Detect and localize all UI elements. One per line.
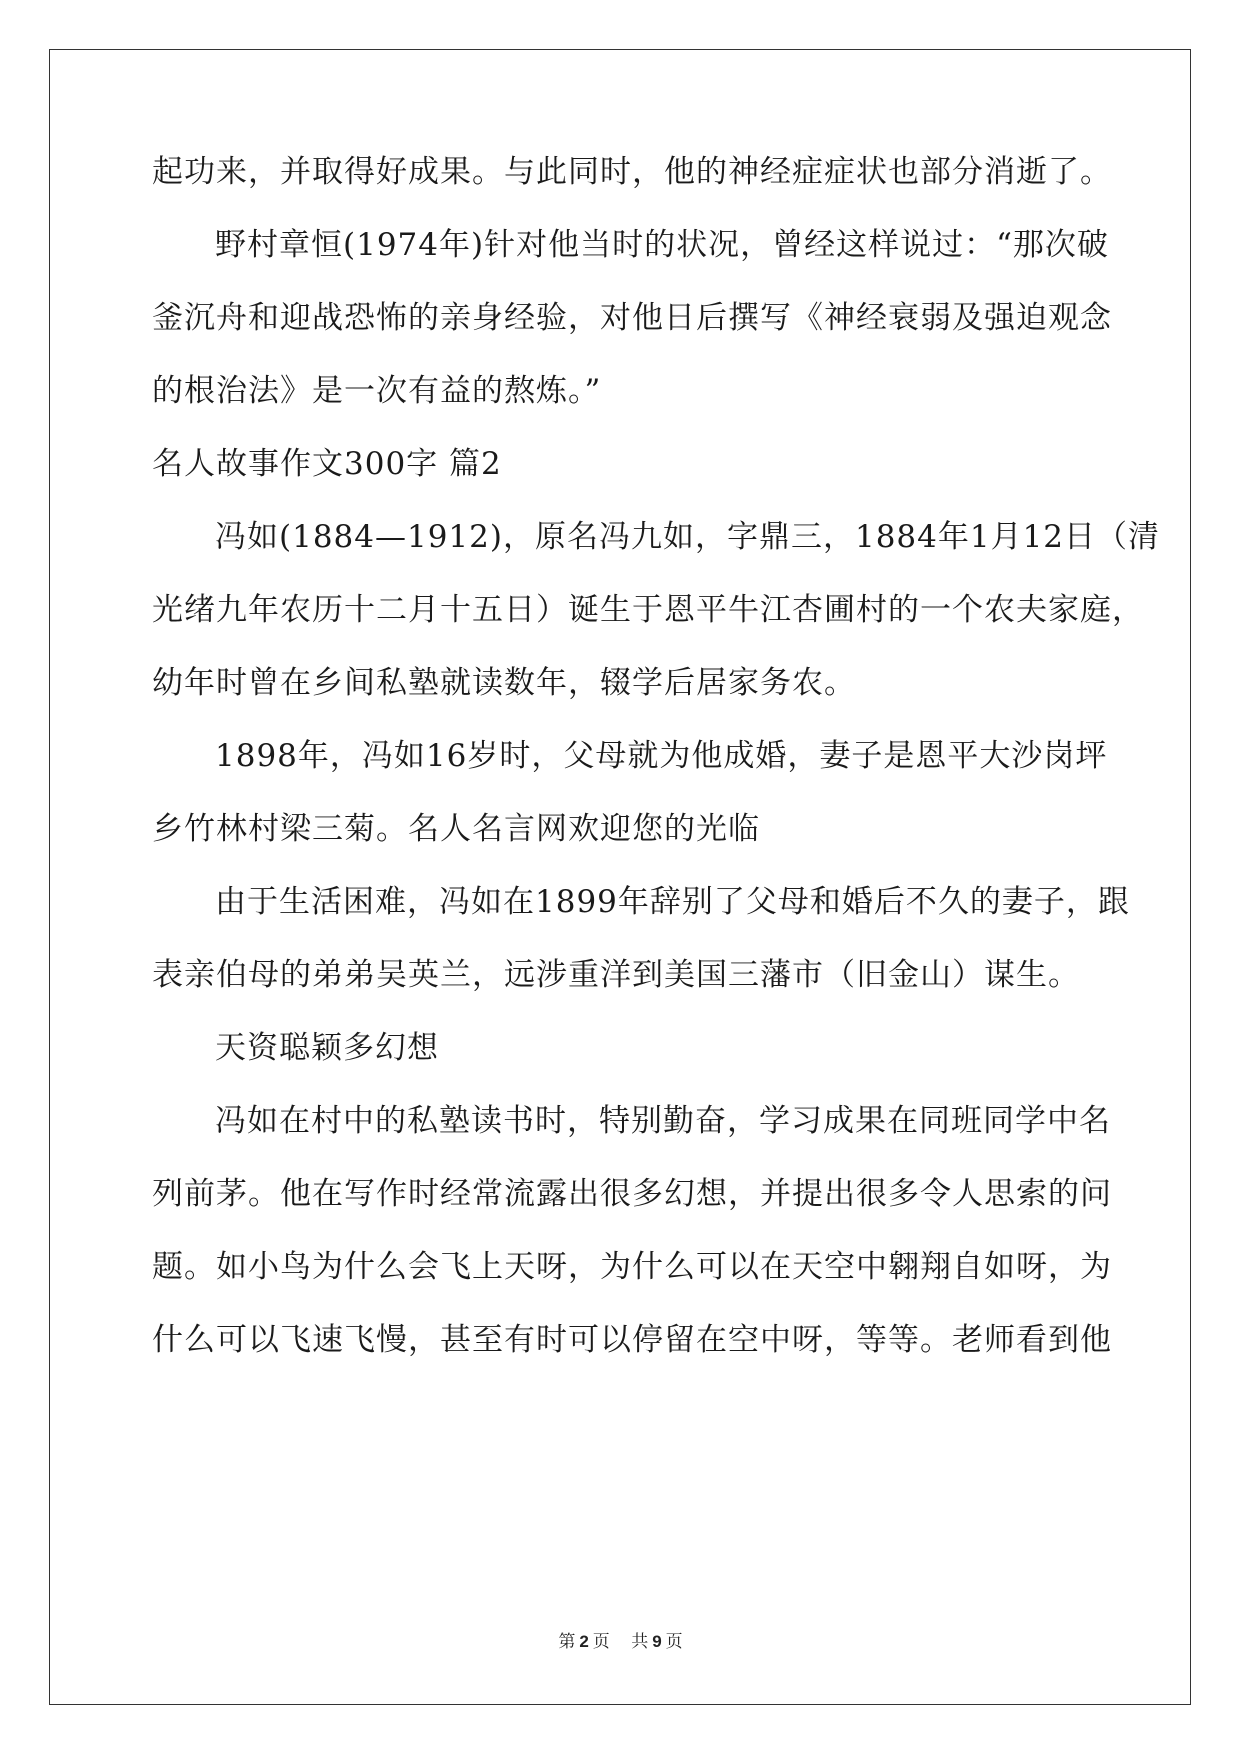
page-indicator xyxy=(554,1632,613,1652)
subheading: 天资聪颖多幻想 xyxy=(215,1030,439,1066)
text-line: 光绪九年农历十二月十五日）诞生于恩平牛江杏圃村的一个农夫家庭， xyxy=(152,592,1144,628)
text-line: 乡竹林村梁三菊。名人名言网欢迎您的光临 xyxy=(152,811,760,847)
text-line: 列前茅。他在写作时经常流露出很多幻想，并提出很多令人思索的问 xyxy=(152,1176,1112,1212)
total-suffix: 页 xyxy=(665,1632,683,1652)
total-number: 9 xyxy=(652,1632,662,1651)
text-line: 釜沉舟和迎战恐怖的亲身经验，对他日后撰写《神经衰弱及强迫观念 xyxy=(152,300,1112,336)
page-footer xyxy=(0,1627,1241,1652)
text-line: 起功来，并取得好成果。与此同时，他的神经症症状也部分消逝了。 xyxy=(152,154,1112,190)
text-line: 冯如在村中的私塾读书时，特别勤奋，学习成果在同班同学中名 xyxy=(215,1103,1111,1139)
page-number: 2 xyxy=(579,1632,589,1651)
text-line: 表亲伯母的弟弟吴英兰，远涉重洋到美国三藩市（旧金山）谋生。 xyxy=(152,957,1080,993)
text-line: 1898年，冯如16岁时，父母就为他成婚，妻子是恩平大沙岗坪 xyxy=(215,738,1108,774)
text-line: 什么可以飞速飞慢，甚至有时可以停留在空中呀，等等。老师看到他 xyxy=(152,1322,1112,1358)
page-prefix: 第 xyxy=(558,1632,576,1652)
total-prefix: 共 xyxy=(631,1632,649,1652)
total-indicator xyxy=(627,1632,686,1652)
text-line: 的根治法》是一次有益的熬炼。” xyxy=(152,373,602,409)
text-line: 幼年时曾在乡间私塾就读数年，辍学后居家务农。 xyxy=(152,665,856,701)
page-suffix: 页 xyxy=(592,1632,610,1652)
text-line: 由于生活困难，冯如在1899年辞别了父母和婚后不久的妻子，跟 xyxy=(215,884,1130,920)
text-line: 题。如小鸟为什么会飞上天呀，为什么可以在天空中翱翔自如呀，为 xyxy=(152,1249,1112,1285)
section-heading: 名人故事作文300字 篇2 xyxy=(152,446,502,482)
text-line: 冯如(1884—1912)，原名冯九如，字鼎三，1884年1月12日（清 xyxy=(215,519,1161,555)
text-line: 野村章恒(1974年)针对他当时的状况，曾经这样说过：“那次破 xyxy=(215,227,1109,263)
